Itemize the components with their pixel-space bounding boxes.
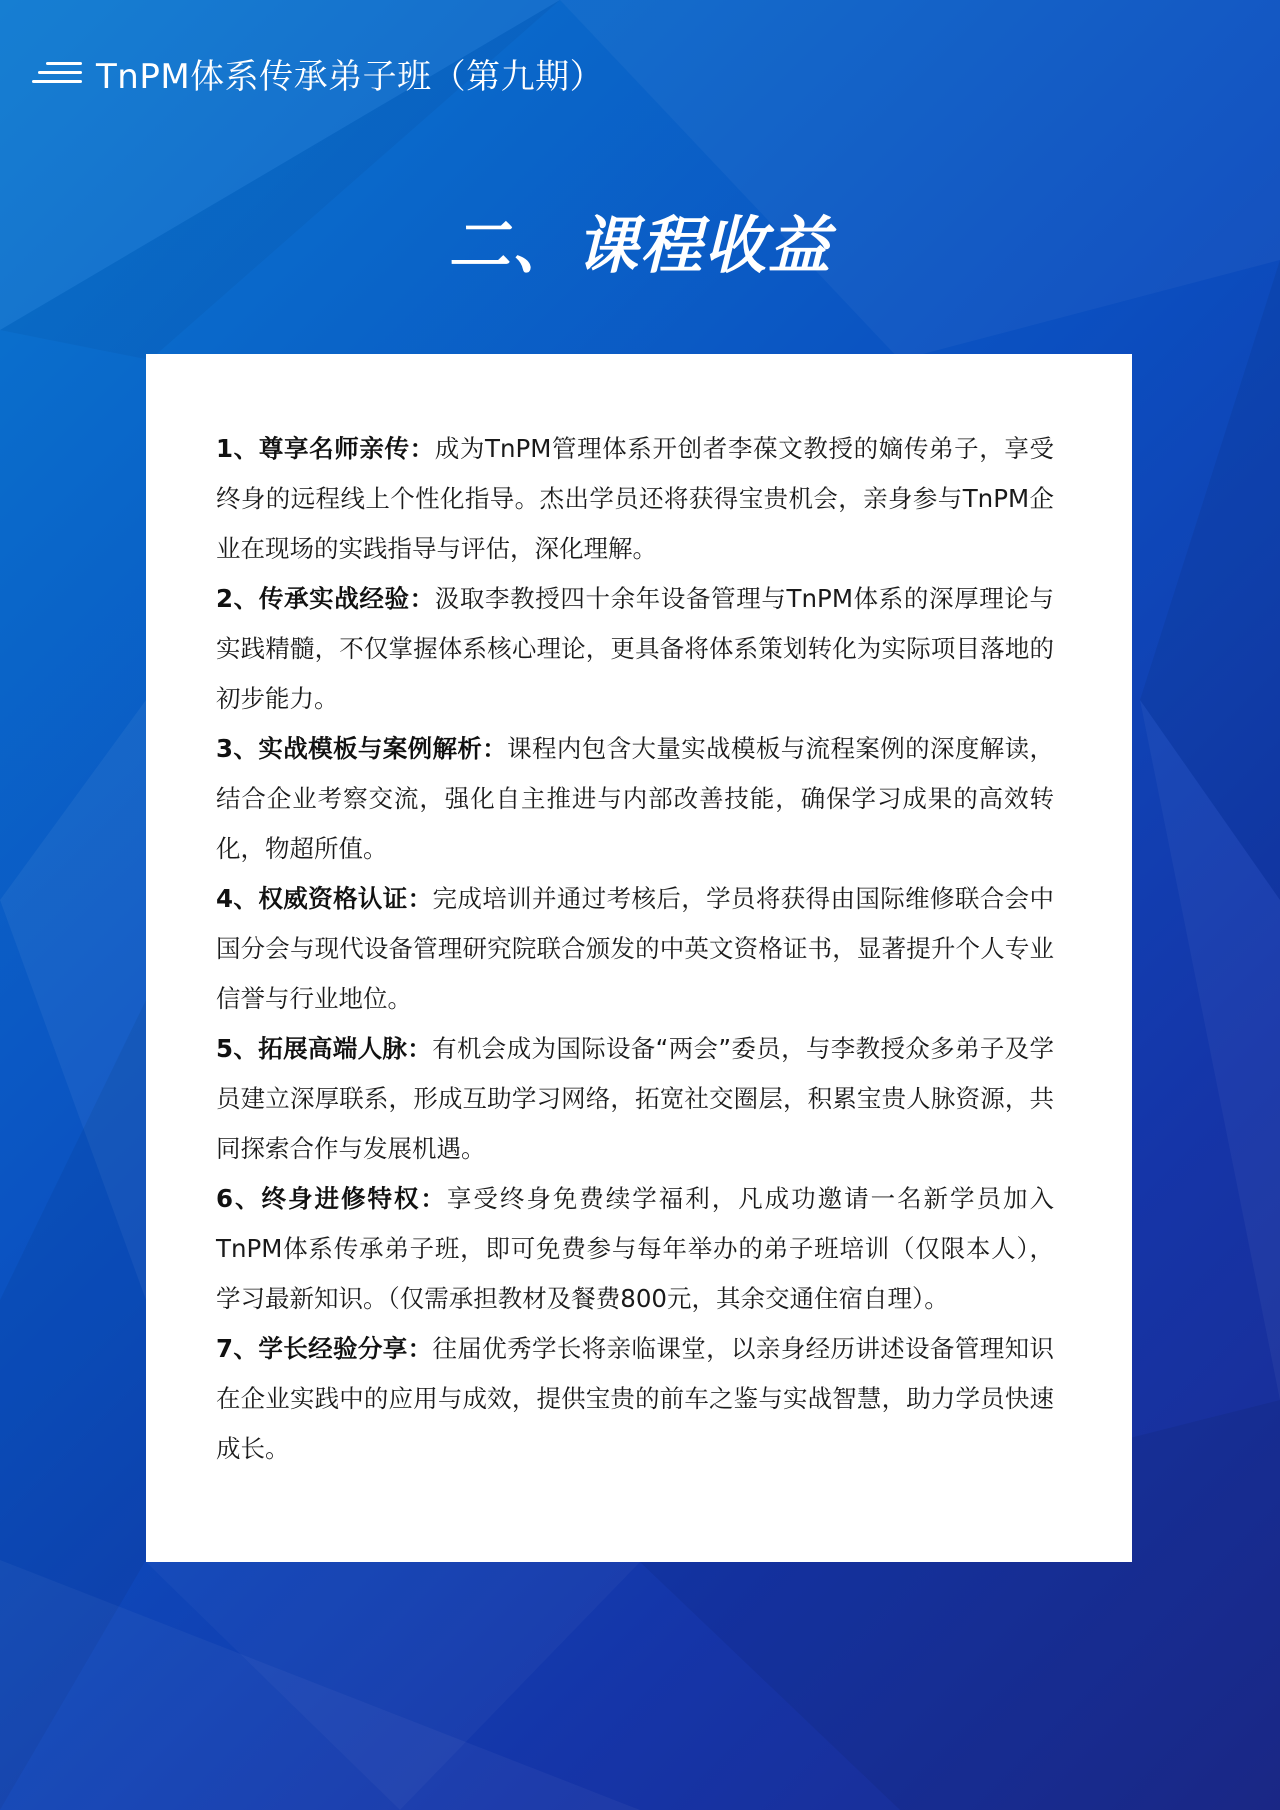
benefit-text: 成为TnPM管理体系开创者李葆文教授的嫡传弟子，享受终身的远程线上个性化指导。杰出学员还将获得宝贵机会，亲身参与TnPM企业在现场的实践指导与评估，深化理解。 [216,434,1054,563]
section-title: 二、课程收益 [447,209,832,282]
benefit-label: 学长经验分享： [258,1334,433,1363]
header-title: TnPM体系传承弟子班（第九期） [96,56,605,97]
benefit-number: 5、 [216,1034,259,1063]
benefit-label: 实战模板与案例解析： [258,734,508,763]
content-card [146,354,1132,1562]
benefit-number: 1、 [216,434,259,463]
benefit-text: 课程内包含大量实战模板与流程案例的深度解读，结合企业考察交流，强化自主推进与内部改善技能，确保学习成果的高效转化，物超所值。 [216,734,1055,863]
benefit-text: 享受终身免费续学福利，凡成功邀请一名新学员加入TnPM体系传承弟子班，即可免费参与每年举办的弟子班培训（仅限本人），学习最新知识。（仅需承担教材及餐费800元，其余交通住宿自理）。 [216,1184,1054,1313]
benefit-item-3 [216,724,1054,874]
benefit-number: 4、 [216,884,259,913]
benefit-label: 权威资格认证： [258,884,433,913]
benefit-text: 完成培训并通过考核后，学员将获得由国际维修联合会中国分会与现代设备管理研究院联合颁发的中英文资格证书，显著提升个人专业信誉与行业地位。 [216,884,1054,1013]
benefit-number: 7、 [216,1334,259,1363]
benefit-label: 尊享名师亲传： [258,434,435,463]
benefit-text: 往届优秀学长将亲临课堂，以亲身经历讲述设备管理知识在企业实践中的应用与成效，提供宝贵的前车之鉴与实战智慧，助力学员快速成长。 [216,1334,1054,1463]
benefit-label: 拓展高端人脉： [258,1034,433,1063]
benefit-text: 有机会成为国际设备“两会”委员，与李教授众多弟子及学员建立深厚联系，形成互助学习网络，拓宽社交圈层，积累宝贵人脉资源，共同探索合作与发展机遇。 [216,1034,1054,1163]
benefit-number: 6、 [216,1184,262,1213]
benefit-number: 3、 [216,734,259,763]
benefit-number: 2、 [216,584,259,613]
benefit-item-1 [216,424,1054,574]
benefit-text: 汲取李教授四十余年设备管理与TnPM体系的深厚理论与实践精髓，不仅掌握体系核心理论，更具备将体系策划转化为实际项目落地的初步能力。 [216,584,1054,713]
benefit-item-5 [216,1024,1054,1174]
benefit-item-4 [216,874,1054,1024]
benefit-item-7 [216,1324,1054,1474]
benefit-item-6 [216,1174,1054,1324]
benefit-item-2 [216,574,1054,724]
benefit-label: 传承实战经验： [258,584,435,613]
header [32,50,604,96]
stacked-lines-logo-icon [32,60,82,86]
benefit-label: 终身进修特权： [261,1184,447,1213]
